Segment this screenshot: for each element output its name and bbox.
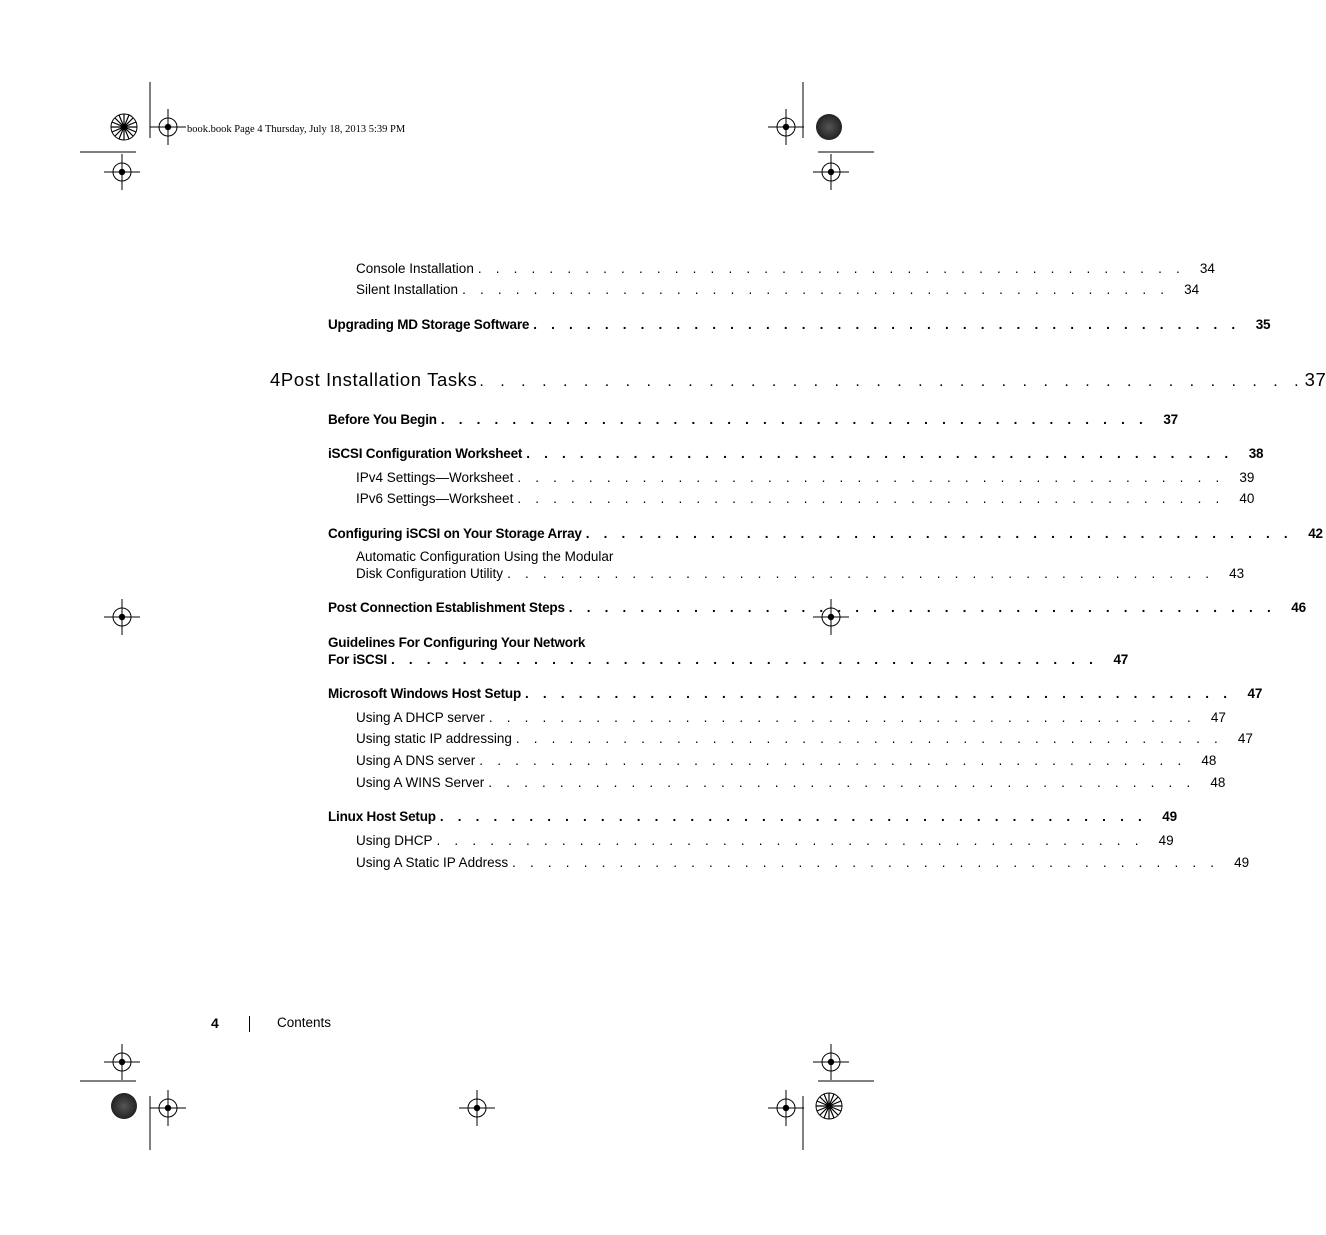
toc-leader: . . . . . . . . . . . . . . . . . . . . . . . . . . . . . . . . . . . . . . . . [517, 470, 1225, 485]
toc-entry[interactable]: IPv6 Settings—Worksheet . . . . . . . . . . . . . . . . . . . . . . . . . . . . . . . . . . . . . . . . 40 [356, 491, 1255, 506]
toc-entry[interactable]: Silent Installation . . . . . . . . . . . . . . . . . . . . . . . . . . . . . . . . . . . . . . . . 34 [356, 282, 1200, 297]
toc-leader: . . . . . . . . . . . . . . . . . . . . . . . . . . . . . . . . . . . . . . . . [479, 753, 1187, 768]
toc-leader: . . . . . . . . . . . . . . . . . . . . . . . . . . . . . . . . . . . . . . . . [533, 317, 1241, 332]
footer-page-number: 4 [211, 1015, 219, 1031]
toc-leader: . . . . . . . . . . . . . . . . . . . . . . . . . . . . . . . . . . . . . . . . [488, 775, 1196, 790]
toc-section-entry[interactable]: Configuring iSCSI on Your Storage Array . . . . . . . . . . . . . . . . . . . . . . . . . . . . . . . . . . . . . . . . 42 [328, 526, 1323, 541]
toc-section-entry[interactable]: Linux Host Setup . . . . . . . . . . . . . . . . . . . . . . . . . . . . . . . . . . . . . . . . 49 [328, 809, 1177, 824]
chapter-title: Post Installation Tasks [280, 369, 478, 390]
toc-leader: . . . . . . . . . . . . . . . . . . . . . . . . . . . . . . . . . . . . . . . . [525, 686, 1233, 701]
toc-leader: . . . . . . . . . . . . . . . . . . . . . . . . . . . . . . . . . . . . . . . . [526, 446, 1234, 461]
toc-leader: . . . . . . . . . . . . . . . . . . . . . . . . . . . . . . . . . . . . . . . . [390, 652, 1099, 667]
toc-section-entry-line1[interactable]: Guidelines For Configuring Your Network [328, 635, 586, 650]
toc-entry[interactable]: Using DHCP . . . . . . . . . . . . . . . . . . . . . . . . . . . . . . . . . . . . . . . . 49 [356, 833, 1174, 848]
toc-section-entry[interactable]: Post Connection Establishment Steps . . . . . . . . . . . . . . . . . . . . . . . . . . . . . . . . . . . . . . . . 46 [328, 600, 1306, 615]
registration-mark-icon [768, 1090, 804, 1126]
toc-section-entry[interactable]: iSCSI Configuration Worksheet . . . . . . . . . . . . . . . . . . . . . . . . . . . . . . . . . . . . . . . . 38 [328, 446, 1264, 461]
color-target-icon [111, 1093, 137, 1119]
registration-mark-icon [150, 109, 186, 145]
toc-leader: . . . . . . . . . . . . . . . . . . . . . . . . . . . . . . . . . . . . . . . . [436, 833, 1144, 848]
toc-leader: . . . . . . . . . . . . . . . . . . . . . . . . . . . . . . . . . . . . . . . . [585, 526, 1293, 541]
toc-leader: . . . . . . . . . . . . . . . . . . . . . . . . . . . . . . . . . . . . . . . . [568, 600, 1276, 615]
toc-leader: . . . . . . . . . . . . . . . . . . . . . . . . . . . . . . . . . . . . . . . . [439, 809, 1147, 824]
toc-entry[interactable]: Using A WINS Server . . . . . . . . . . . . . . . . . . . . . . . . . . . . . . . . . . . . . . . . 48 [356, 775, 1226, 790]
footer-divider [249, 1016, 250, 1032]
registration-mark-icon [768, 109, 804, 145]
toc-leader: . . . . . . . . . . . . . . . . . . . . . . . . . . . . . . . . . . . . . . . . [488, 710, 1196, 725]
toc-leader: . . . . . . . . . . . . . . . . . . . . . . . . . . . . . . . . . . . . . . . . [477, 261, 1185, 276]
toc-entry[interactable]: IPv4 Settings—Worksheet . . . . . . . . . . . . . . . . . . . . . . . . . . . . . . . . . . . . . . . . 39 [356, 470, 1255, 485]
toc-entry[interactable]: Using A Static IP Address . . . . . . . . . . . . . . . . . . . . . . . . . . . . . . . . . . . . . . . . 49 [356, 855, 1250, 870]
toc-leader: . . . . . . . . . . . . . . . . . . . . . . . . . . . . . . . . . . . . . . . . [462, 282, 1170, 297]
color-target-icon [816, 114, 842, 140]
print-header-stamp: book.book Page 4 Thursday, July 18, 2013 5:39 PM [187, 124, 406, 135]
registration-mark-icon [104, 1044, 140, 1080]
toc-entry[interactable]: Using static IP addressing . . . . . . . . . . . . . . . . . . . . . . . . . . . . . . . . . . . . . . . . 47 [356, 731, 1253, 746]
toc-chapter-entry[interactable] [270, 369, 1326, 391]
registration-mark-icon [104, 154, 140, 190]
chapter-number: 4 [270, 369, 281, 390]
toc-leader: . . . . . . . . . . . . . . . . . . . . . . . . . . . . . . . . . . . . . . . . [507, 566, 1215, 581]
registration-mark-icon [104, 599, 140, 635]
registration-mark-icon [813, 1044, 849, 1080]
footer-section-label: Contents [277, 1015, 332, 1030]
toc-leader: . . . . . . . . . . . . . . . . . . . . . . . . . . . . . . . . . . . . . . . . [479, 373, 1305, 390]
toc-leader: . . . . . . . . . . . . . . . . . . . . . . . . . . . . . . . . . . . . . . . . [515, 731, 1223, 746]
color-target-icon [111, 114, 137, 140]
toc-entry[interactable]: Using A DNS server . . . . . . . . . . . . . . . . . . . . . . . . . . . . . . . . . . . . . . . . 48 [356, 753, 1217, 768]
toc-entry[interactable]: Console Installation . . . . . . . . . . . . . . . . . . . . . . . . . . . . . . . . . . . . . . . . 34 [356, 261, 1215, 276]
toc-entry[interactable]: Using A DHCP server . . . . . . . . . . . . . . . . . . . . . . . . . . . . . . . . . . . . . . . . 47 [356, 710, 1226, 725]
color-target-icon [816, 1093, 842, 1119]
toc-leader: . . . . . . . . . . . . . . . . . . . . . . . . . . . . . . . . . . . . . . . . [517, 491, 1225, 506]
toc-leader: . . . . . . . . . . . . . . . . . . . . . . . . . . . . . . . . . . . . . . . . [512, 855, 1220, 870]
toc-leader: . . . . . . . . . . . . . . . . . . . . . . . . . . . . . . . . . . . . . . . . [440, 412, 1148, 427]
toc-section-entry[interactable]: Microsoft Windows Host Setup . . . . . . . . . . . . . . . . . . . . . . . . . . . . . . . . . . . . . . . . 47 [328, 686, 1263, 701]
chapter-page: 37 [1304, 369, 1326, 390]
toc-section-entry[interactable]: For iSCSI . . . . . . . . . . . . . . . . . . . . . . . . . . . . . . . . . . . . . . . . 47 [328, 652, 1129, 667]
toc-entry[interactable]: Disk Configuration Utility . . . . . . . . . . . . . . . . . . . . . . . . . . . . . . . . . . . . . . . . 43 [356, 566, 1245, 581]
registration-mark-icon [459, 1090, 495, 1126]
toc-section-entry[interactable]: Upgrading MD Storage Software . . . . . . . . . . . . . . . . . . . . . . . . . . . . . . . . . . . . . . . . 35 [328, 317, 1271, 332]
registration-mark-icon [813, 154, 849, 190]
toc-entry-line1[interactable]: Automatic Configuration Using the Modular [356, 549, 614, 564]
registration-mark-icon [150, 1090, 186, 1126]
toc-section-entry[interactable]: Before You Begin . . . . . . . . . . . . . . . . . . . . . . . . . . . . . . . . . . . . . . . . 37 [328, 412, 1178, 427]
